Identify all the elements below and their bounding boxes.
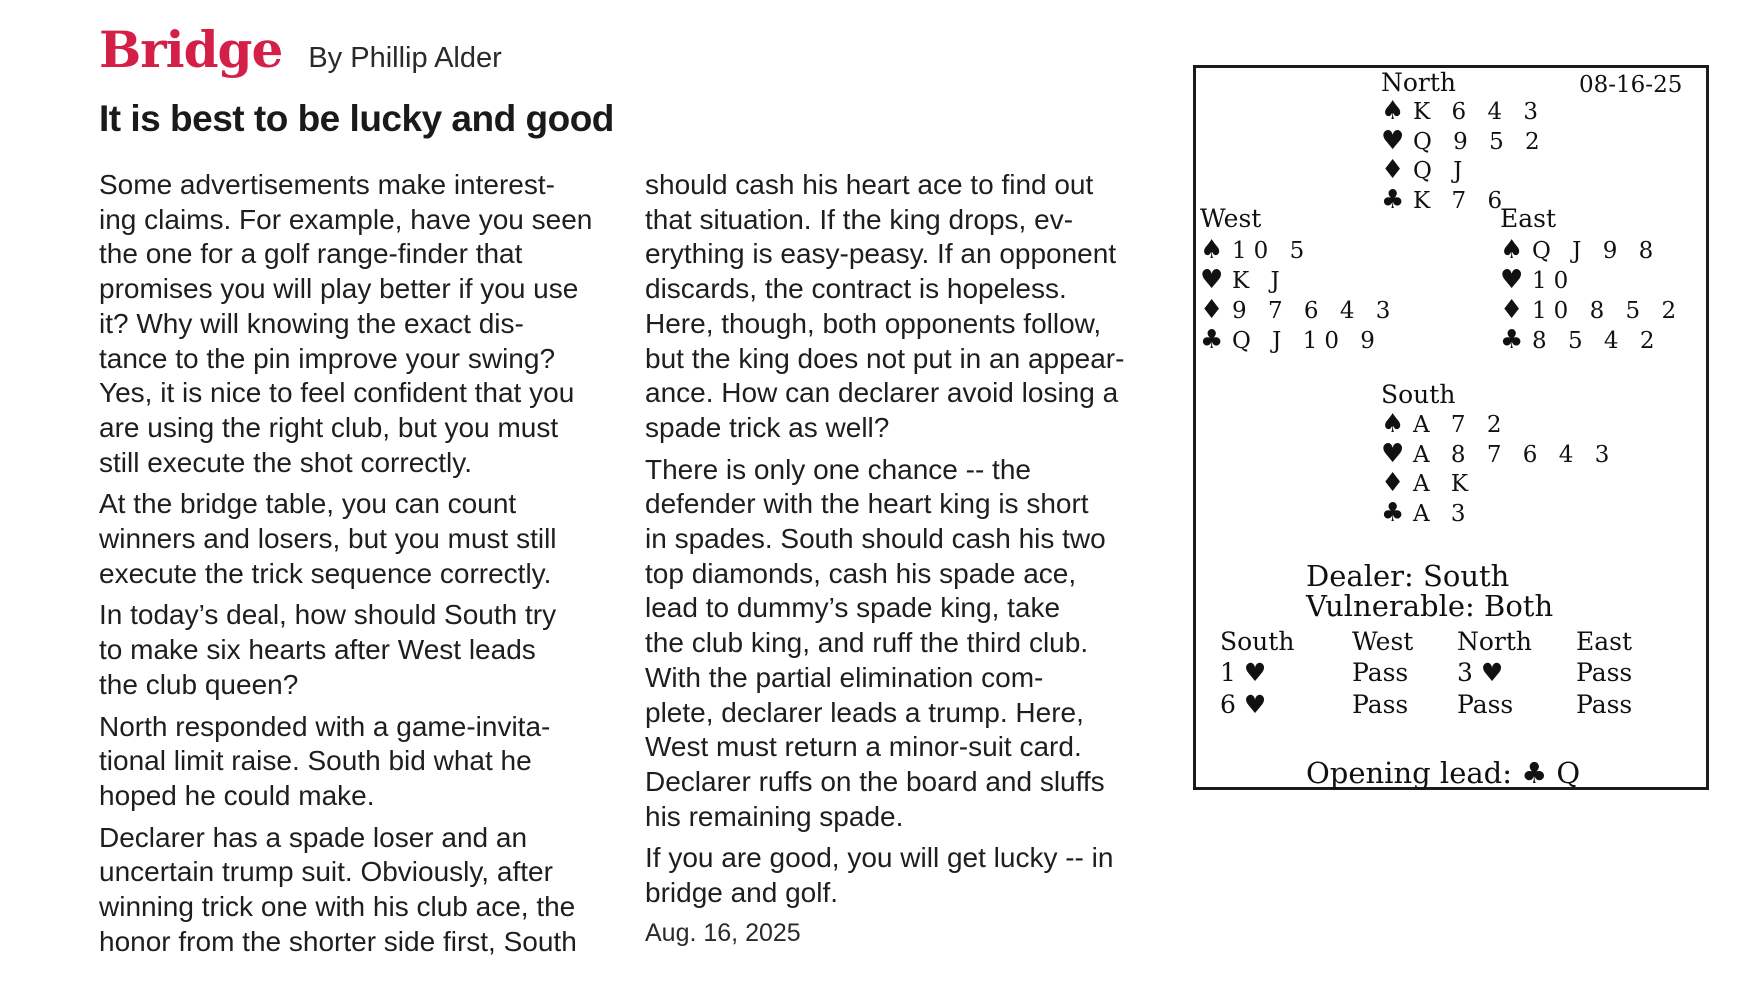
article-column-2 xyxy=(645,168,1185,950)
article-paragraph xyxy=(99,598,629,702)
card-ranks: 10 8 5 2 xyxy=(1532,298,1684,324)
bidding-header: East xyxy=(1576,627,1633,656)
card-ranks: 10 xyxy=(1532,268,1576,294)
article-dateline: Aug. 16, 2025 xyxy=(645,918,801,947)
text-line: ance. How can declarer avoid losing a xyxy=(645,377,1119,409)
article-paragraph xyxy=(645,168,1185,446)
text-line: it? Why will knowing the exact dis- xyxy=(99,307,524,339)
text-line: Here, though, both opponents follow, xyxy=(645,307,1102,339)
bid-cell: 1 ♥ xyxy=(1220,658,1267,687)
article-column-1 xyxy=(99,168,629,966)
vulnerability-info: Vulnerable: Both xyxy=(1306,589,1554,623)
south-hearts-holding xyxy=(1381,439,1616,470)
card-ranks: 10 5 xyxy=(1232,238,1312,264)
bid-cell: Pass xyxy=(1352,658,1409,687)
west-clubs-holding xyxy=(1200,325,1382,356)
north-clubs-holding xyxy=(1381,185,1509,216)
west-diamonds-holding xyxy=(1200,295,1397,326)
diamond-suit-icon: ♦ xyxy=(1500,295,1524,325)
card-ranks: Q J 10 9 xyxy=(1232,328,1382,354)
west-label: West xyxy=(1200,204,1262,233)
card-ranks: A K xyxy=(1413,471,1476,497)
diamond-suit-icon: ♦ xyxy=(1381,155,1405,185)
article-paragraph xyxy=(99,168,629,480)
text-line: With the partial elimination com- xyxy=(645,661,1044,693)
text-line: West must return a minor-suit card. xyxy=(645,731,1082,763)
spade-suit-icon: ♠ xyxy=(1381,409,1405,439)
deal-diagram xyxy=(1193,65,1709,790)
text-line: promises you will play better if you use xyxy=(99,273,579,305)
card-ranks: Q 9 5 2 xyxy=(1413,128,1547,155)
spade-suit-icon: ♠ xyxy=(1381,96,1405,126)
card-ranks: A 7 2 xyxy=(1413,412,1509,438)
opening-lead: Opening lead: ♣ Q xyxy=(1306,756,1581,790)
text-line: honor from the shorter side first, South xyxy=(99,925,577,957)
card-ranks: 8 5 4 2 xyxy=(1532,328,1662,354)
heart-suit-icon: ♥ xyxy=(1500,265,1524,295)
north-label: North xyxy=(1381,68,1457,97)
text-line: hoped he could make. xyxy=(99,779,375,811)
south-clubs-holding xyxy=(1381,498,1473,529)
card-ranks: K 6 4 3 xyxy=(1413,99,1546,125)
text-line: the club queen? xyxy=(99,668,299,700)
text-line: Yes, it is nice to feel confident that you xyxy=(99,377,575,409)
spade-suit-icon: ♠ xyxy=(1500,235,1524,265)
text-line: execute the trick sequence correctly. xyxy=(99,557,552,589)
dealer-info: Dealer: South xyxy=(1306,559,1510,593)
club-suit-icon: ♣ xyxy=(1200,325,1224,355)
diamond-suit-icon: ♦ xyxy=(1381,468,1405,498)
bid-cell: Pass xyxy=(1457,690,1514,719)
text-line: that situation. If the king drops, ev- xyxy=(645,203,1074,235)
east-spades-holding xyxy=(1500,235,1660,266)
text-line: If you are good, you will get lucky -- in xyxy=(645,842,1114,874)
article-paragraph xyxy=(99,487,629,591)
text-line: the club king, and ruff the third club. xyxy=(645,627,1089,659)
north-diamonds-holding xyxy=(1381,155,1469,186)
card-ranks: A 3 xyxy=(1413,500,1473,527)
text-line: Declarer ruffs on the board and sluffs xyxy=(645,765,1105,797)
text-line: to make six hearts after West leads xyxy=(99,634,536,666)
south-spades-holding xyxy=(1381,409,1509,440)
text-line: tance to the pin improve your swing? xyxy=(99,342,556,374)
west-spades-holding xyxy=(1200,235,1311,266)
text-line: in spades. South should cash his two xyxy=(645,523,1106,555)
text-line: tional limit raise. South bid what he xyxy=(99,745,532,777)
text-line: winning trick one with his club ace, the xyxy=(99,891,576,923)
text-line: uncertain trump suit. Obviously, after xyxy=(99,856,553,888)
author-byline: By Phillip Alder xyxy=(308,42,502,74)
text-line: defender with the heart king is short xyxy=(645,488,1089,520)
text-line: North responded with a game-invita- xyxy=(99,710,551,742)
east-label: East xyxy=(1500,204,1557,233)
masthead xyxy=(99,20,502,80)
article-paragraph xyxy=(99,821,629,960)
diagram-date-code: 08-16-25 xyxy=(1579,72,1683,98)
text-line: are using the right club, but you must xyxy=(99,411,559,443)
column-brand: Bridge xyxy=(99,20,283,79)
text-line: bridge and golf. xyxy=(645,877,839,909)
card-ranks: A 8 7 6 4 3 xyxy=(1413,441,1617,468)
text-line: In today’s deal, how should South try xyxy=(99,599,557,631)
bid-cell: 3 ♥ xyxy=(1457,658,1504,687)
card-ranks: K J xyxy=(1232,268,1287,294)
bidding-header: West xyxy=(1352,627,1414,656)
east-diamonds-holding xyxy=(1500,295,1683,326)
text-line: erything is easy-peasy. If an opponent xyxy=(645,238,1117,270)
bid-cell: 6 ♥ xyxy=(1220,690,1267,719)
north-hearts-holding xyxy=(1381,126,1547,157)
text-line: his remaining spade. xyxy=(645,800,904,832)
text-line: top diamonds, cash his spade ace, xyxy=(645,557,1077,589)
text-line: discards, the contract is hopeless. xyxy=(645,273,1067,305)
text-line: plete, declarer leads a trump. Here, xyxy=(645,696,1084,728)
text-line: spade trick as well? xyxy=(645,411,890,443)
article-paragraph xyxy=(645,453,1185,835)
north-spades-holding xyxy=(1381,96,1545,127)
article-paragraph xyxy=(99,710,629,814)
article-headline: It is best to be lucky and good xyxy=(99,98,614,139)
card-ranks: Q J xyxy=(1413,158,1470,184)
east-hearts-holding xyxy=(1500,265,1575,296)
south-label: South xyxy=(1381,380,1456,409)
club-suit-icon: ♣ xyxy=(1500,325,1524,355)
text-line: Some advertisements make interest- xyxy=(99,169,555,200)
text-line: should cash his heart ace to find out xyxy=(645,169,1094,200)
article-paragraph xyxy=(645,841,1185,910)
text-line: still execute the shot correctly. xyxy=(99,446,472,478)
club-suit-icon: ♣ xyxy=(1381,497,1405,528)
text-line: Declarer has a spade loser and an xyxy=(99,821,528,853)
card-ranks: K 7 6 xyxy=(1413,187,1510,214)
bid-cell: Pass xyxy=(1352,690,1409,719)
text-line: winners and losers, but you must still xyxy=(99,523,557,555)
text-line: lead to dummy’s spade king, take xyxy=(645,592,1061,624)
east-clubs-holding xyxy=(1500,325,1661,356)
spade-suit-icon: ♠ xyxy=(1200,235,1224,265)
text-line: but the king does not put in an appear- xyxy=(645,342,1125,374)
card-ranks: 9 7 6 4 3 xyxy=(1232,298,1398,324)
bid-cell: Pass xyxy=(1576,658,1633,687)
club-suit-icon: ♣ xyxy=(1381,184,1405,215)
text-line: ing claims. For example, have you seen xyxy=(99,203,593,235)
diamond-suit-icon: ♦ xyxy=(1200,295,1224,325)
text-line: the one for a golf range-finder that xyxy=(99,238,523,270)
heart-suit-icon: ♥ xyxy=(1381,125,1405,156)
heart-suit-icon: ♥ xyxy=(1381,438,1405,469)
text-line: There is only one chance -- the xyxy=(645,453,1031,485)
heart-suit-icon: ♥ xyxy=(1200,265,1224,295)
bidding-header: North xyxy=(1457,627,1533,656)
bid-cell: Pass xyxy=(1576,690,1633,719)
bidding-header: South xyxy=(1220,627,1295,656)
text-line: At the bridge table, you can count xyxy=(99,488,517,520)
south-diamonds-holding xyxy=(1381,468,1475,499)
card-ranks: Q J 9 8 xyxy=(1532,238,1661,264)
west-hearts-holding xyxy=(1200,265,1287,296)
